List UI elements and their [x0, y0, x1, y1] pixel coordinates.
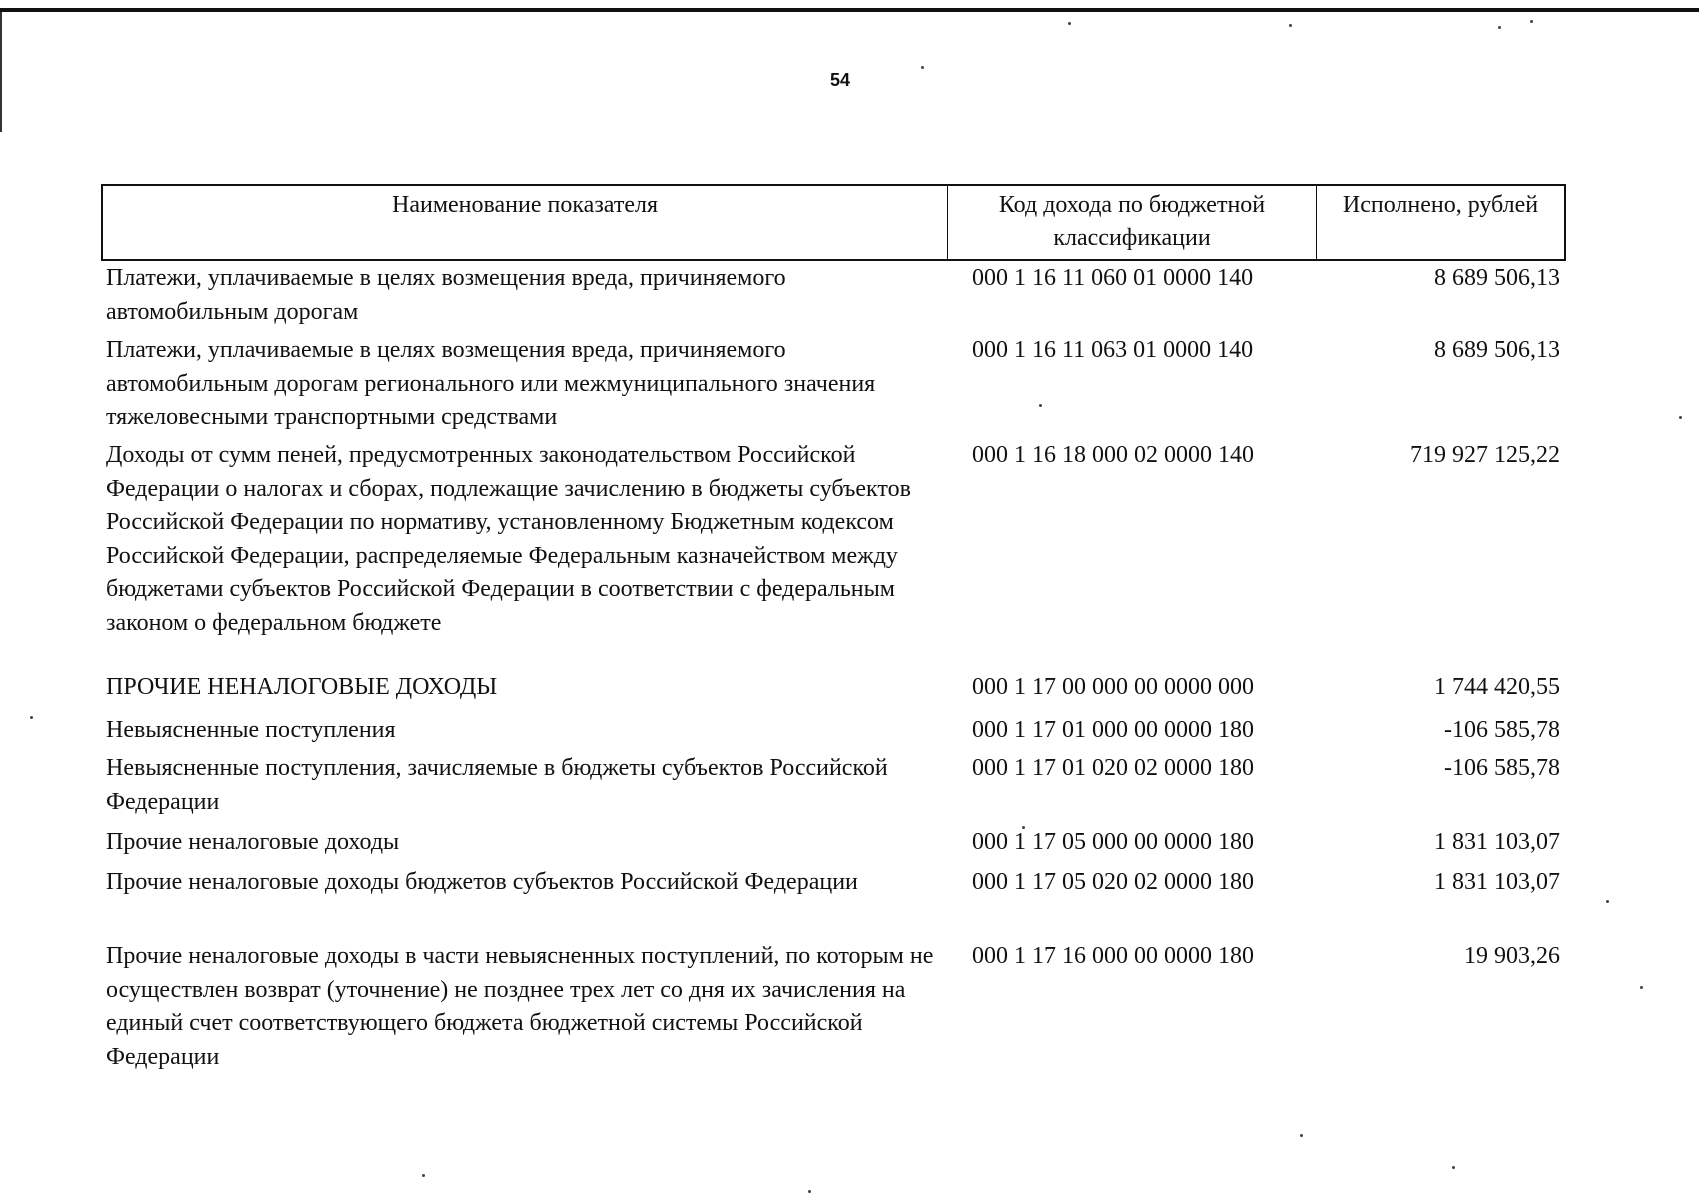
table-row	[101, 334, 1566, 439]
row-code: 000 1 17 16 000 00 0000 180	[972, 943, 1254, 969]
row-amount: 1 831 103,07	[1434, 829, 1560, 855]
scan-speck	[1022, 826, 1025, 829]
scan-speck	[1606, 900, 1609, 903]
row-code: 000 1 17 05 000 00 0000 180	[972, 829, 1254, 855]
row-amount: -106 585,78	[1444, 755, 1560, 781]
table-row	[101, 262, 1566, 334]
scan-speck	[1640, 986, 1643, 989]
row-code: 000 1 17 05 020 02 0000 180	[972, 869, 1254, 895]
scan-speck	[1068, 22, 1071, 25]
row-code: 000 1 17 00 000 00 0000 000	[972, 674, 1254, 700]
scan-speck	[1530, 20, 1533, 23]
row-amount: 1 744 420,55	[1434, 674, 1560, 700]
row-code: 000 1 16 11 060 01 0000 140	[972, 265, 1254, 291]
row-name: Невыясненные поступления, зачисляемые в бюджеты субъектов Российской Федерации	[106, 755, 888, 815]
scan-speck	[422, 1174, 425, 1177]
table-row	[101, 940, 1566, 1080]
scan-speck	[30, 716, 33, 719]
table-row	[101, 671, 1566, 714]
row-name: Невыясненные поступления	[106, 717, 396, 743]
scan-speck	[1289, 24, 1292, 27]
table-row	[101, 714, 1566, 752]
row-name: Прочие неналоговые доходы бюджетов субъектов Российской Федерации	[106, 869, 858, 895]
header-amount: Исполнено, рублей	[1342, 192, 1539, 218]
header-name: Наименование показателя	[103, 186, 948, 259]
scan-speck	[1498, 26, 1501, 29]
row-name: Платежи, уплачиваемые в целях возмещения вреда, причиняемого автомобильным дорогам регионального или межмуниципального значения тяжеловесными транспортными средствами	[106, 337, 876, 430]
row-amount: -106 585,78	[1444, 717, 1560, 743]
row-amount: 1 831 103,07	[1434, 869, 1560, 895]
table-row	[101, 439, 1566, 671]
scan-speck	[1679, 416, 1682, 419]
table-header	[101, 184, 1566, 261]
scan-speck	[921, 66, 924, 69]
top-border-line	[0, 8, 1699, 12]
page-number: 54	[829, 70, 851, 90]
header-code: Код дохода по бюджетной классификации	[948, 186, 1317, 259]
revenue-table	[101, 184, 1566, 1080]
row-name: Доходы от сумм пеней, предусмотренных законодательством Российской Федерации о налогах и сборах, подлежащие зачислению в бюджеты субъектов Российской Федерации по нормативу, установленному Бюджетным кодексом Российской Федерации, распределяемые Федеральным казначейством между бюджетами субъектов Российской Федерации в соответствии с федеральным законом о федеральном бюджете	[106, 442, 911, 636]
scan-speck	[1452, 1166, 1455, 1169]
row-name: Прочие неналоговые доходы	[106, 829, 400, 855]
table-row	[101, 826, 1566, 866]
table-row	[101, 752, 1566, 826]
row-amount: 719 927 125,22	[1410, 442, 1560, 468]
row-amount: 19 903,26	[1464, 943, 1560, 969]
row-code: 000 1 16 11 063 01 0000 140	[972, 337, 1254, 363]
row-name: Платежи, уплачиваемые в целях возмещения вреда, причиняемого автомобильным дорогам	[106, 265, 786, 325]
row-name: ПРОЧИЕ НЕНАЛОГОВЫЕ ДОХОДЫ	[106, 674, 498, 700]
row-code: 000 1 16 18 000 02 0000 140	[972, 442, 1254, 468]
left-edge-line	[0, 12, 2, 132]
scan-speck	[1300, 1134, 1303, 1137]
scan-speck	[808, 1190, 811, 1193]
row-name: Прочие неналоговые доходы в части невыясненных поступлений, по которым не осуществлен возврат (уточнение) не позднее трех лет со дня их зачисления на единый счет соответствующего бюджета бюджетной системы Российской Федерации	[106, 943, 934, 1070]
row-amount: 8 689 506,13	[1434, 337, 1560, 363]
row-code: 000 1 17 01 000 00 0000 180	[972, 717, 1254, 743]
row-code: 000 1 17 01 020 02 0000 180	[972, 755, 1254, 781]
table-row	[101, 866, 1566, 940]
scan-speck	[1039, 404, 1042, 407]
row-amount: 8 689 506,13	[1434, 265, 1560, 291]
